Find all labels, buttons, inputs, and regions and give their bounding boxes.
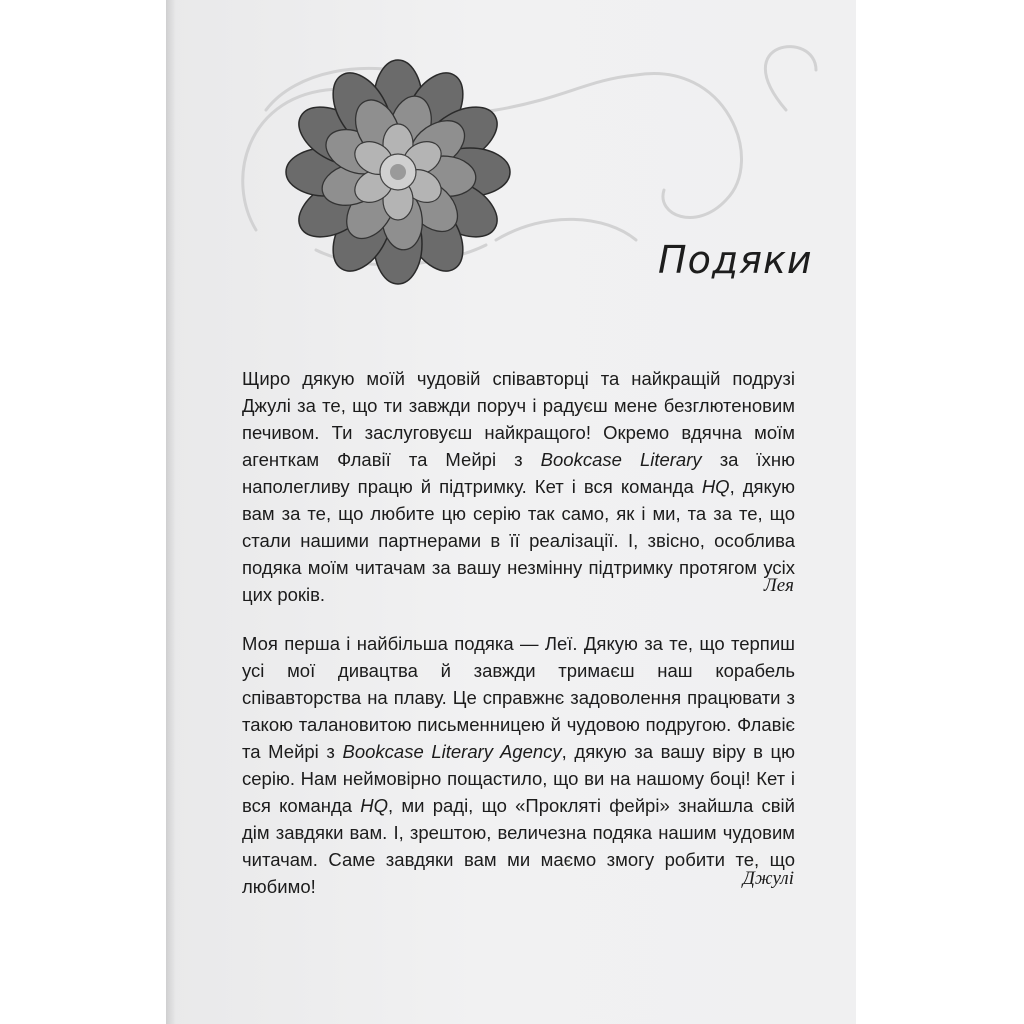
- book-page: [166, 0, 856, 1024]
- acknowledgement-lea: [242, 365, 795, 608]
- acknowledgement-julie: [242, 630, 795, 900]
- signature-lea: Лея: [763, 575, 794, 596]
- agency-name: Bookcase Literary: [540, 449, 702, 470]
- paragraph: Моя перша і найбільша подяка — Леї. Дякую за те, що терпиш усі мої дивацтва й завжди тримаєш наш корабель співавторства на плаву. Це справжнє задоволення працювати з такою талановитою письменницею й чудовою подругою. Флавіє та Мейрі з Bookcase Literary Agency, дякую за вашу віру в цю серію. Нам неймовірно пощастило, що ви на нашому боці! Кет і вся команда HQ, ми раді, що «Прокляті фейрі» знайшла свій дім завдяки вам. І, зрештою, величезна подяка нашим чудовим читачам. Саме завдяки вам ми маємо змогу робити те, що любимо!: [242, 633, 796, 897]
- signature-julie: Джулі: [742, 868, 794, 889]
- agency-name: Bookcase Literary Agency: [342, 741, 562, 762]
- publisher-name: HQ: [701, 476, 730, 497]
- page-title: Подяки: [658, 238, 813, 282]
- paragraph: Щиро дякую моїй чудовій співавторці та найкращій подрузі Джулі за те, що ти завжди поруч і радуєш мене безглютеновим печивом. Ти заслуговуєш найкращого! Окремо вдячна моїм агенткам Флавії та Мейрі з Bookcase Literary за їхню наполегливу працю й підтримку. Кет і вся команда HQ, дякую вам за те, що любите цю серію так само, як і ми, та за те, що стали нашими партнерами в її реалізації. І, звісно, особлива подяка моїм читачам за вашу незмінну підтримку протягом усіх цих років.: [242, 368, 795, 605]
- publisher-name: HQ: [360, 795, 389, 816]
